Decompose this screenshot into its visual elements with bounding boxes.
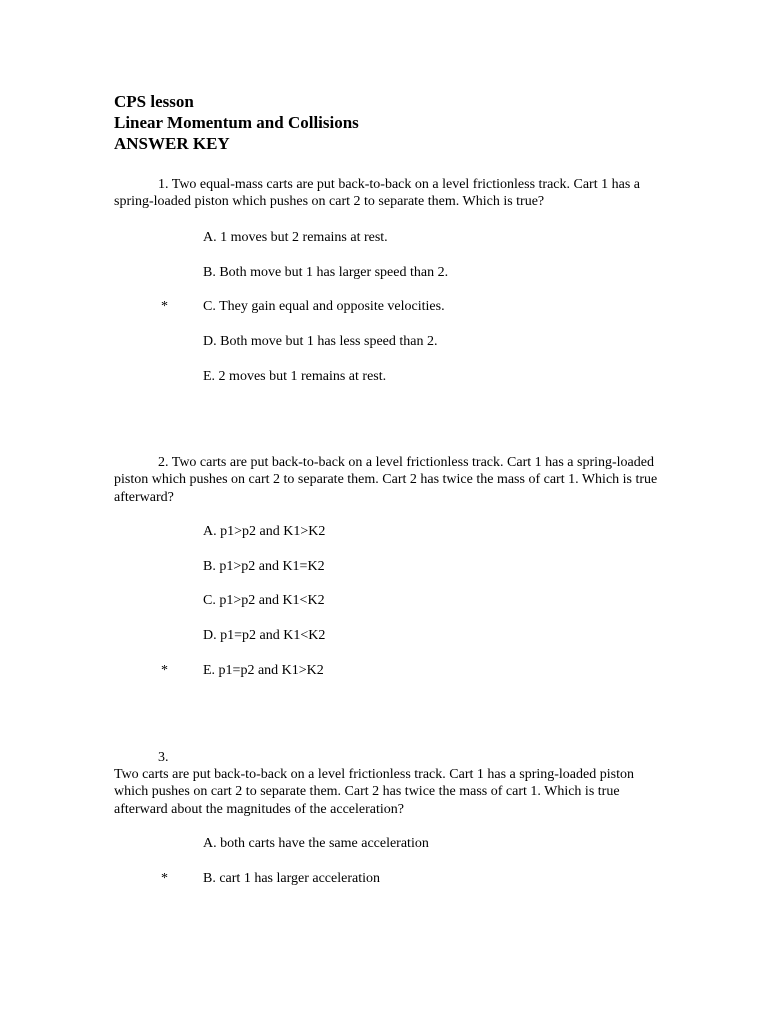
question-3-choice-a: A. both carts have the same acceleration xyxy=(203,836,429,851)
question-2-text: Two carts are put back-to-back on a level frictionless track. Cart 1 has a spring-loaded piston which pushes on cart 2 to separate them. Cart 2 has twice the mass of cart 1. Which is true afterward? xyxy=(114,455,658,505)
question-1-choice-b: B. Both move but 1 has larger speed than 2. xyxy=(203,265,449,280)
question-1-number: 1. xyxy=(158,177,169,192)
question-2-choice-e: E. p1=p2 and K1>K2 xyxy=(203,663,324,678)
answer-key-label: ANSWER KEY xyxy=(114,134,230,153)
question-1-choice-d: D. Both move but 1 has less speed than 2. xyxy=(203,334,438,349)
answer-marker: * xyxy=(161,299,168,314)
question-2-number: 2. xyxy=(158,455,169,470)
question-2-choice-c: C. p1>p2 and K1<K2 xyxy=(203,593,325,608)
question-2-choice-b: B. p1>p2 and K1=K2 xyxy=(203,559,325,574)
question-1-choice-a: A. 1 moves but 2 remains at rest. xyxy=(203,230,388,245)
answer-marker: * xyxy=(161,663,168,678)
answer-marker: * xyxy=(161,871,168,886)
question-1-choice-c: C. They gain equal and opposite velocities. xyxy=(203,299,445,314)
question-3-stem: Two carts are put back-to-back on a level frictionless track. Cart 1 has a spring-loaded piston which pushes on cart 2 to separate them. Cart 2 has twice the mass of cart 1. Which is true afterward about the magnitudes of the acceleration? xyxy=(114,767,634,817)
question-1-text: Two equal-mass carts are put back-to-back on a level frictionless track. Cart 1 has a spring-loaded piston which pushes on cart 2 to separate them. Which is true? xyxy=(114,177,640,210)
question-3-choice-b: B. cart 1 has larger acceleration xyxy=(203,871,380,886)
question-1-stem xyxy=(114,176,659,211)
course-title: CPS lesson xyxy=(114,92,194,111)
question-2-choice-a: A. p1>p2 and K1>K2 xyxy=(203,524,326,539)
question-2-stem xyxy=(114,454,659,506)
question-2-choice-d: D. p1=p2 and K1<K2 xyxy=(203,628,326,643)
lesson-title: Linear Momentum and Collisions xyxy=(114,113,359,132)
document-header xyxy=(114,91,359,154)
question-3-number: 3. xyxy=(158,750,169,765)
question-1-choice-e: E. 2 moves but 1 remains at rest. xyxy=(203,369,387,384)
